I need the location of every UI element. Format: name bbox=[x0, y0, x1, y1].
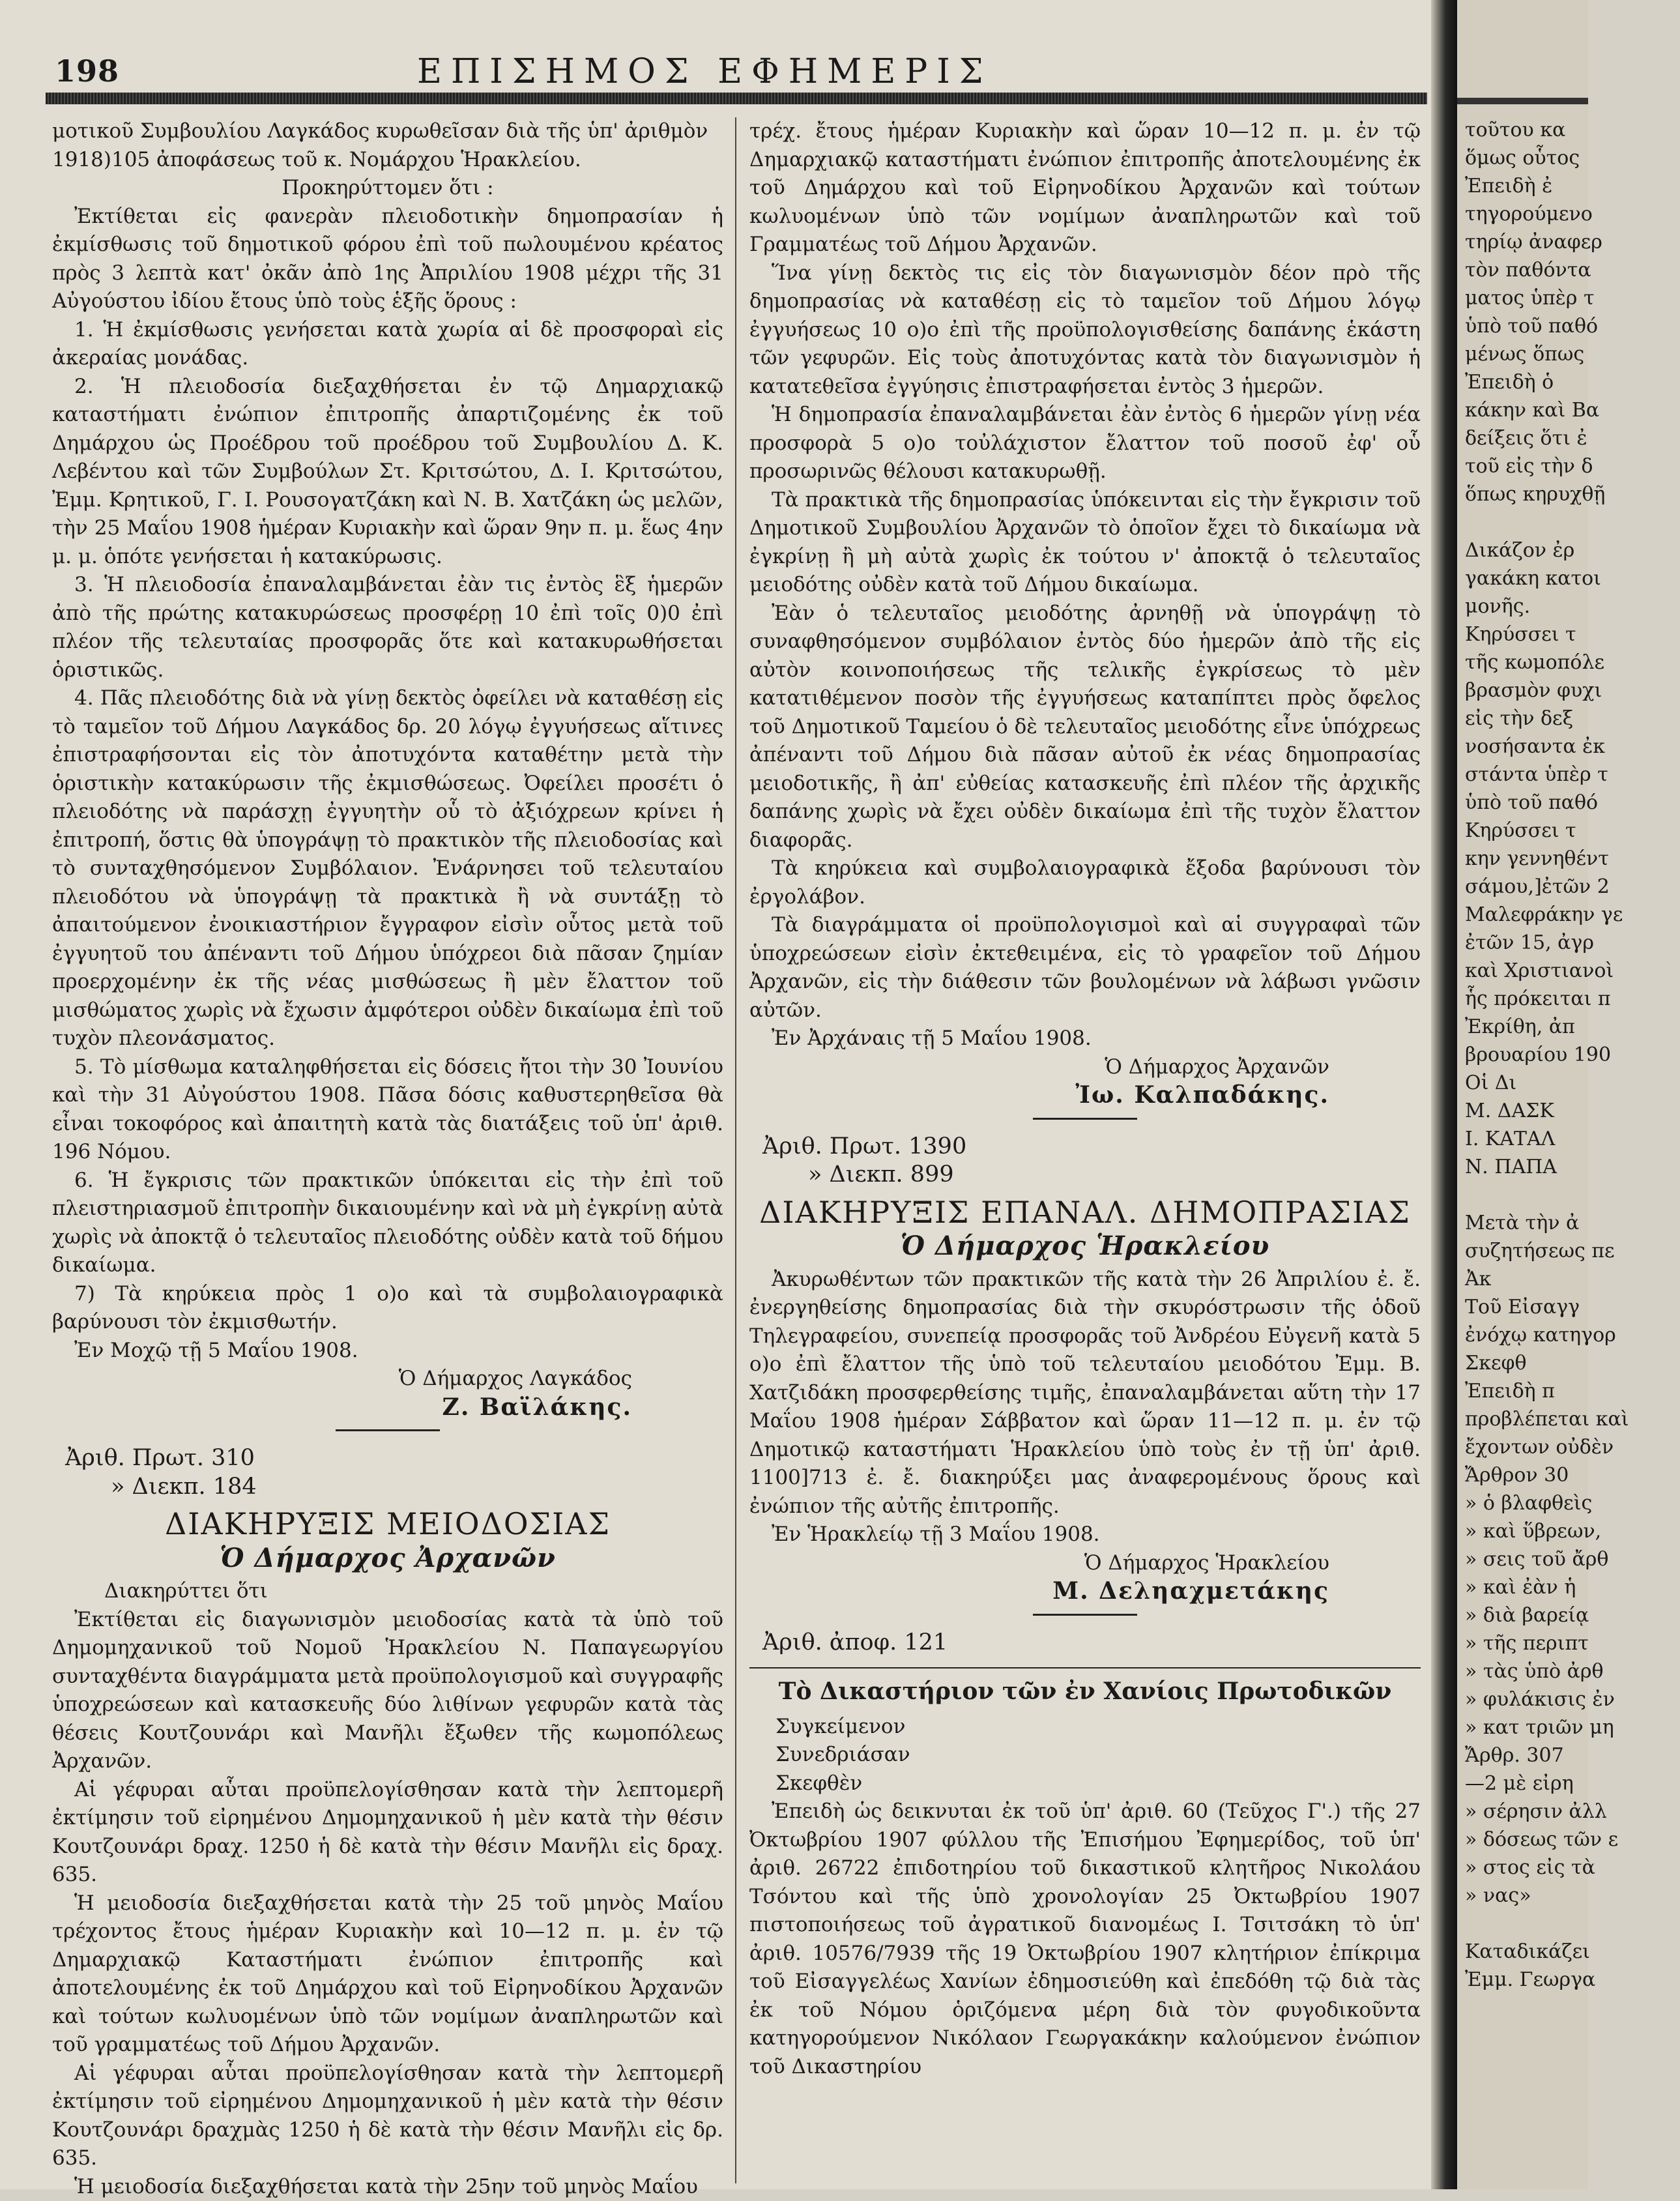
paragraph: τρέχ. ἔτους ἡμέραν Κυριακὴν καὶ ὥραν 10—12 π. μ. ἐν τῷ Δημαρχιακῷ καταστήματι ἐνώπιον ἐπιτροπῆς ἀποτελουμένης ἐκ τοῦ Δημάρχου καὶ τοῦ Εἰρηνοδίκου Ἀρχανῶν καὶ τούτων κωλυομένων ὑπὸ τῶν νομίμων ἀναπληρωτῶν καὶ τοῦ Γραμματέως τοῦ Δήμου Ἀρχανῶν. bbox=[749, 117, 1421, 259]
fragment-line: ὅμως οὗτος bbox=[1465, 144, 1680, 172]
fragment-line: γακάκη κατοι bbox=[1465, 564, 1680, 592]
paragraph: Ἡ μειοδοσία διεξαχθήσεται κατὰ τὴν 25 τοῦ μηνὸς Μαΐου τρέχοντος ἔτους ἡμέραν Κυριακὴν καὶ 10—12 π. μ. ἐν τῷ Δημαρχιακῷ Καταστήματι ἐνώπιον ἐπιτροπῆς καὶ ἀποτελουμένης ἐκ τοῦ Δημάρχου καὶ τοῦ Εἰρηνοδίκου Ἀρχανῶν καὶ τούτων κωλυομένων ὑπὸ τῶν νομίμων ἀναπληρωτῶν καὶ τοῦ γραμματέως τοῦ Δήμου Ἀρχανῶν. bbox=[52, 1889, 723, 2060]
column-divider bbox=[735, 117, 736, 2183]
fragment-line: » δόσεως τῶν ε bbox=[1465, 1826, 1680, 1854]
fragment-line: δείξεις ὅτι ἐ bbox=[1465, 424, 1680, 452]
fragment-line: νοσήσαντα ἐκ bbox=[1465, 733, 1680, 761]
fragment-line: στάντα ὑπὲρ τ bbox=[1465, 761, 1680, 789]
fragment-line: » τῆς περιπτ bbox=[1465, 1629, 1680, 1657]
fragment-line: σάμου,]ἐτῶν 2 bbox=[1465, 873, 1680, 901]
paragraph: Ἐπειδὴ ὡς δεικνυται ἐκ τοῦ ὑπ' ἀριθ. 60 (Τεῦχος Γ'.) τῆς 27 Ὀκτωβρίου 1907 φύλλου τῆς Ἐπισήμου Ἐφημερίδος, τοῦ ὑπ' ἀριθ. 26722 ἐπιδοτηρίου τοῦ δικαστικοῦ κλητῆρος Νικολάου Τσόντου καὶ τῆς ὑπὸ χρονολογίαν 25 Ὀκτωβρίου 1907 πιστοποιήσεως τοῦ ἀγρατικοῦ διανομέως Ι. Τσιτσάκη τὸ ὑπ' ἀριθ. 10576/7939 τῆς 19 Ὀκτωβρίου 1907 κλητήριον ἐπίκριμα τοῦ Εἰσαγγελέως Χανίων ἐδημοσιεύθη καὶ ἐπεδόθη τῷ διὰ τὰς ἐκ τοῦ Νόμου ὁριζόμενα μέρη διὰ τὸν φυγοδικοῦντα κατηγορούμενον Νικόλαον Γεωργακάκην καλούμενον ἐνώπιον τοῦ Δικαστηρίου bbox=[749, 1798, 1421, 2081]
court-line: Σκεφθὲν bbox=[749, 1770, 1421, 1798]
fragment-line bbox=[1465, 1181, 1680, 1209]
paragraph: Ἀκυρωθέντων τῶν πρακτικῶν τῆς κατὰ τὴν 26 Ἀπριλίου ἐ. ἔ. ἐνεργηθείσης δημοπρασίας διὰ τὴν σκυρόστρωσιν τῆς ὁδοῦ Τηλεγραφείου, συνεπείᾳ προσφορᾶς τοῦ Ἀνδρέου Εὐγενῆ κατὰ 5 ο)ο ἐπὶ ἔλαττον τῆς ὑπὸ τοῦ τελευταίου μειοδότου Ἐμμ. Β. Χατζιδάκη προσφερθείσης τιμῆς, ἐπαναλαμβάνεται αὕτη τὴν 17 Μαΐου 1908 ἡμέραν Σάββατον καὶ ὥραν 11—12 π. μ. ἐν τῷ Δημοτικῷ καταστήματι Ἡρακλείου ὑπὸ τοὺς ἐν τῇ ὑπ' ἀριθ. 1100]713 ἐ. ἔ. διακηρύξει μας ἀναφερομένους ὅρους καὶ ἐνώπιον τῆς αὐτῆς ἐπιτροπῆς. bbox=[749, 1266, 1421, 1521]
place-date: Ἐν Ἡρακλείῳ τῇ 3 Μαΐου 1908. bbox=[749, 1521, 1421, 1549]
paragraph: Ἐκτίθεται εἰς διαγωνισμὸν μειοδοσίας κατὰ τὰ ὑπὸ τοῦ Δημομηχανικοῦ τοῦ Νομοῦ Ἡρακλείου Ν. Παπαγεωργίου συνταχθέντα διαγράμματα μετὰ προϋπολογισμοῦ καὶ συγγραφῆς ὑποχρεώσεων καὶ κατασκευῆς δύο λιθίνων γεφυρῶν κατὰ τὰς θέσεις Κουτζουνάρι καὶ Μανῆλι ἔξωθεν τῆς κωμοπόλεως Ἀρχανῶν. bbox=[52, 1606, 723, 1776]
fragment-line: ἐτῶν 15, ἀγρ bbox=[1465, 929, 1680, 957]
fragment-line: Μ. ΔΑΣΚ bbox=[1465, 1097, 1680, 1125]
fragment-line: τῆς κωμοπόλε bbox=[1465, 649, 1680, 677]
court-line: Συγκείμενον bbox=[749, 1713, 1421, 1742]
paragraph: μοτικοῦ Συμβουλίου Λαγκάδος κυρωθεῖσαν διὰ τῆς ὑπ' ἀριθμὸν bbox=[52, 117, 723, 146]
paragraph: 3. Ἡ πλειοδοσία ἐπαναλαμβάνεται ἐὰν τις ἐντὸς ἓξ ἡμερῶν ἀπὸ τῆς πρώτης κατακυρώσεως προσφέρῃ 10 ἐπὶ τοῖς 0)0 ἐπὶ πλέον τῆς τελευταίας προσφορᾶς ὅτε καὶ κατακυρωθήσεται ὁριστικῶς. bbox=[52, 571, 723, 684]
court-line: Συνεδριάσαν bbox=[749, 1741, 1421, 1770]
fragment-line: Ν. ΠΑΠΑ bbox=[1465, 1153, 1680, 1181]
fragment-line: Ἐπειδὴ ἐ bbox=[1465, 172, 1680, 200]
fragment-line: προβλέπεται καὶ bbox=[1465, 1405, 1680, 1433]
separator bbox=[1033, 1614, 1137, 1616]
paragraph: Ἐκτίθεται εἰς φανερὰν πλειοδοτικὴν δημοπρασίαν ἡ ἐκμίσθωσις τοῦ δημοτικοῦ φόρου ἐπὶ τοῦ πωλουμένου κρέατος πρὸς 3 λεπτὰ κατ' ὀκᾶν ἀπὸ 1ης Ἀπριλίου 1908 μέχρι τῆς 31 Αὐγούστου ἰδίου ἔτους ὑπὸ τοὺς ἑξῆς ὅρους : bbox=[52, 203, 723, 316]
fragment-line: τοῦ εἰς τὴν δ bbox=[1465, 452, 1680, 480]
paragraph: Προκηρύττομεν ὅτι : bbox=[52, 174, 723, 203]
fragment-line: βρουαρίου 190 bbox=[1465, 1041, 1680, 1069]
place-date: Ἐν Ἀρχάναις τῇ 5 Μαΐου 1908. bbox=[749, 1025, 1421, 1053]
paragraph: 1. Ἡ ἐκμίσθωσις γενήσεται κατὰ χωρία αἱ δὲ προσφοραὶ εἰς ἀκεραίας μονάδας. bbox=[52, 316, 723, 373]
fragment-line: Ἐμμ. Γεωργα bbox=[1465, 1966, 1680, 1994]
paragraph: 1918)105 ἀποφάσεως τοῦ κ. Νομάρχου Ἡρακλείου. bbox=[52, 146, 723, 175]
paragraph: Αἱ γέφυραι αὗται προϋπελογίσθησαν κατὰ τὴν λεπτομερῆ ἐκτίμησιν τοῦ εἰρημένου Δημομηχανικοῦ ἡ μὲν κατὰ τὴν θέσιν Κουτζουνάρι δραχ. 1250 ἡ δὲ κατὰ τὴν θέσιν Μανῆλι εἰς δραχ. 635. bbox=[52, 1776, 723, 1889]
paragraph: Ἡ μειοδοσία διεξαχθήσεται κατὰ τὴν 25ην τοῦ μηνὸς Μαΐου bbox=[52, 2173, 723, 2201]
fragment-line: » φυλάκισις ἐν bbox=[1465, 1685, 1680, 1713]
fragment-line: Ἐκρίθη, ἀπ bbox=[1465, 1013, 1680, 1041]
separator bbox=[336, 1429, 440, 1431]
notice-subtitle: Ὁ Δήμαρχος Ἡρακλείου bbox=[749, 1232, 1421, 1261]
fragment-line: » στος εἰς τὰ bbox=[1465, 1854, 1680, 1882]
fragment-line: » νας» bbox=[1465, 1882, 1680, 1910]
paragraph: Αἱ γέφυραι αὗται προϋπελογίσθησαν κατὰ τὴν λεπτομερῆ ἐκτίμησιν τοῦ εἰρημένου Δημομηχανικοῦ ἡ μὲν κατὰ τὴν θέσιν Κουτζουνάρι δραχμὰς 1250 ἡ δὲ κατὰ τὴν θέσιν Μανῆλι εἰς δρ. 635. bbox=[52, 2060, 723, 2173]
signature-name: Ἰω. Καλπαδάκης. bbox=[749, 1081, 1421, 1110]
fragment-line: τηρίῳ ἀναφερ bbox=[1465, 228, 1680, 256]
fragment-line: » σέρησιν ἀλλ bbox=[1465, 1798, 1680, 1826]
fragment-line: » καὶ ἐὰν ἡ bbox=[1465, 1573, 1680, 1601]
fragment-line: Καταδικάζει bbox=[1465, 1938, 1680, 1966]
fragment-line: ὑπὸ τοῦ παθό bbox=[1465, 312, 1680, 340]
fragment-line: τοῦτου κα bbox=[1465, 116, 1680, 144]
signature-title: Ὁ Δήμαρχος Λαγκάδος bbox=[52, 1365, 723, 1393]
fragment-line: —2 μὲ εἰρη bbox=[1465, 1770, 1680, 1798]
fragment-line: μένως ὅπως bbox=[1465, 340, 1680, 368]
fragment-line bbox=[1465, 508, 1680, 536]
fragment-line: Τοῦ Εἰσαγγ bbox=[1465, 1293, 1680, 1321]
notice-title: ΔΙΑΚΗΡΥΞΙΣ ΕΠΑΝΑΛ. ΔΗΜΟΠΡΑΣΙΑΣ bbox=[749, 1199, 1421, 1227]
fragment-line: Οἱ Δι bbox=[1465, 1069, 1680, 1097]
protocol-number: Ἀριθ. Πρωτ. 310 bbox=[52, 1444, 723, 1473]
paragraph: Τὰ πρακτικὰ τῆς δημοπρασίας ὑπόκεινται εἰς τὴν ἔγκρισιν τοῦ Δημοτικοῦ Συμβουλίου Ἀρχανῶν τὸ ὁποῖον ἔχει τὸ δικαίωμα νὰ ἐγκρίνῃ ἢ μὴ αὐτὰ χωρὶς ἐκ τούτου ν' ἀποκτᾷ ὁ τελευταῖος μειοδότης οὐδὲν κατὰ τοῦ Δήμου δικαίωμα. bbox=[749, 486, 1421, 600]
fragment-line: » ὁ βλαφθεὶς bbox=[1465, 1489, 1680, 1517]
next-page-lines bbox=[1465, 116, 1680, 1994]
fragment-line: Ἀκ bbox=[1465, 1265, 1680, 1293]
fragment-line: κην γεννηθέντ bbox=[1465, 845, 1680, 873]
fragment-line: ματος ὑπὲρ τ bbox=[1465, 284, 1680, 312]
fragment-line: ὑπὸ τοῦ παθό bbox=[1465, 789, 1680, 817]
fragment-line: » κατ τριῶν μη bbox=[1465, 1713, 1680, 1742]
fragment-line: ἧς πρόκειται π bbox=[1465, 985, 1680, 1013]
place-date: Ἐν Μοχῷ τῇ 5 Μαΐου 1908. bbox=[52, 1337, 723, 1365]
fragment-line: » σεις τοῦ ἄρθ bbox=[1465, 1545, 1680, 1573]
fragment-line: Σκεφθ bbox=[1465, 1349, 1680, 1377]
court-title: Τὸ Δικαστήριον τῶν ἐν Χανίοις Πρωτοδικῶν bbox=[749, 1667, 1421, 1706]
dispatch-number: » Διεκπ. 184 bbox=[52, 1473, 723, 1502]
paragraph: 5. Τὸ μίσθωμα καταληφθήσεται εἰς δόσεις ἤτοι τὴν 30 Ἰουνίου καὶ τὴν 31 Αὐγούστου 1908. Πᾶσα δόσις καθυστερηθεῖσα θὰ εἶναι τοκοφόρος καὶ ἀπαιτητὴ κατὰ τὰς διατάξεις τοῦ ὑπ' ἀριθ. 196 Νόμου. bbox=[52, 1053, 723, 1167]
fragment-line bbox=[1465, 1910, 1680, 1938]
middle-column bbox=[749, 117, 1421, 2081]
page-gutter bbox=[1431, 0, 1457, 2189]
fragment-line: Μαλεφράκην γε bbox=[1465, 901, 1680, 929]
next-page-rule bbox=[1457, 98, 1588, 104]
dispatch-number: » Διεκπ. 899 bbox=[749, 1161, 1421, 1189]
fragment-line: » καὶ ὕβρεων, bbox=[1465, 1517, 1680, 1545]
signature-name: Ζ. Βαϊλάκης. bbox=[52, 1393, 723, 1422]
fragment-line: Ἄρθρ. 307 bbox=[1465, 1742, 1680, 1770]
signature-title: Ὁ Δήμαρχος Ἀρχανῶν bbox=[749, 1053, 1421, 1082]
paragraph: 7) Τὰ κηρύκεια πρὸς 1 ο)ο καὶ τὰ συμβολαιογραφικὰ βαρύνουσι τὸν ἐκμισθωτήν. bbox=[52, 1280, 723, 1337]
paragraph: 2. Ἡ πλειοδοσία διεξαχθήσεται ἐν τῷ Δημαρχιακῷ καταστήματι ἐνώπιον ἐπιτροπῆς ἀπαρτιζομένης ἐκ τοῦ Δημάρχου ὡς Προέδρου τοῦ προέδρου τοῦ Συμβουλίου Δ. Κ. Λεβέντου καὶ τῶν Συμβούλων Στ. Κριτσώτου, Δ. Ι. Κριτσώτου, Ἐμμ. Κρητικοῦ, Γ. Ι. Ρουσογατζάκη καὶ Ν. Β. Χατζάκη ὡς μελῶν, τὴν 25 Μαΐου 1908 ἡμέραν Κυριακὴν καὶ ὥραν 9ην π. μ. ἕως 4ην μ. μ. ὁπότε γενήσεται ἡ κατακύρωσις. bbox=[52, 373, 723, 572]
fragment-line: Ι. ΚΑΤΑΛ bbox=[1465, 1125, 1680, 1153]
fragment-line: Μετὰ τὴν ἀ bbox=[1465, 1209, 1680, 1237]
fragment-line: τηγορούμενο bbox=[1465, 200, 1680, 228]
fragment-line: βρασμὸν φυχι bbox=[1465, 677, 1680, 705]
fragment-line: » διὰ βαρείᾳ bbox=[1465, 1601, 1680, 1629]
header-rule bbox=[46, 93, 1427, 104]
fragment-line: Ἐπειδὴ ὁ bbox=[1465, 368, 1680, 396]
paragraph: Τὰ διαγράμματα οἱ προϋπολογισμοὶ καὶ αἱ συγγραφαὶ τῶν ὑποχρεώσεων εἰσὶν ἐκτεθειμένα, εἰς τὸ γραφεῖον τοῦ Δήμου Ἀρχανῶν, εἰς τὴν διάθεσιν τῶν βουλομένων νὰ λάβωσι γνῶσιν αὐτῶν. bbox=[749, 911, 1421, 1025]
left-column bbox=[52, 117, 723, 2201]
fragment-line: Ἐπειδὴ π bbox=[1465, 1377, 1680, 1405]
fragment-line: καὶ Χριστιανοὶ bbox=[1465, 957, 1680, 985]
fragment-line: Κηρύσσει τ bbox=[1465, 620, 1680, 649]
page-number: 198 bbox=[55, 53, 119, 89]
notice-title: ΔΙΑΚΗΡΥΞΙΣ ΜΕΙΟΔΟΣΙΑΣ bbox=[52, 1510, 723, 1539]
paragraph: Ἵνα γίνῃ δεκτὸς τις εἰς τὸν διαγωνισμὸν δέον πρὸ τῆς δημοπρασίας νὰ καταθέσῃ εἰς τὸ ταμεῖον τοῦ Δήμου λόγῳ ἐγγυήσεως 10 ο)ο ἐπὶ τῆς προϋπολογισθείσης δαπάνης ἑκάστη τῶν γεφυρῶν. Εἰς τοὺς ἀποτυχόντας κατὰ τὸν διαγωνισμὸν ἡ κατατεθεῖσα ἐγγύησις ἐπιστραφήσεται ἐντὸς 3 ἡμερῶν. bbox=[749, 259, 1421, 401]
signature-name: Μ. Δεληαχμετάκης bbox=[749, 1577, 1421, 1606]
fragment-line: εἰς τὴν δεξ bbox=[1465, 705, 1680, 733]
fragment-line: ἔχοντων οὐδὲν bbox=[1465, 1433, 1680, 1461]
notice-subtitle: Ὁ Δήμαρχος Ἀρχανῶν bbox=[52, 1544, 723, 1573]
fragment-line: Κηρύσσει τ bbox=[1465, 817, 1680, 845]
fragment-line: ὅπως κηρυχθῇ bbox=[1465, 480, 1680, 508]
fragment-line: μονῆς. bbox=[1465, 592, 1680, 620]
fragment-line: » τὰς ὑπὸ ἀρθ bbox=[1465, 1657, 1680, 1685]
signature-title: Ὁ Δήμαρχος Ἡρακλείου bbox=[749, 1549, 1421, 1578]
fragment-line: τὸν παθόντα bbox=[1465, 256, 1680, 284]
paragraph: Ἡ δημοπρασία ἐπαναλαμβάνεται ἐὰν ἐντὸς 6 ἡμερῶν γίνῃ νέα προσφορὰ 5 ο)ο τοὐλάχιστον ἔλαττον τοῦ ποσοῦ ἐφ' οὗ προσωρινῶς θέλουσι κατακυρωθῇ. bbox=[749, 401, 1421, 486]
running-head: ΕΠΙΣΗΜΟΣ ΕΦΗΜΕΡΙΣ bbox=[417, 52, 992, 91]
fragment-line: ἐνόχῳ κατηγορ bbox=[1465, 1321, 1680, 1349]
fragment-line: συζητήσεως πε bbox=[1465, 1237, 1680, 1265]
decision-number: Ἀριθ. ἀποφ. 121 bbox=[749, 1629, 1421, 1657]
fragment-line: Δικάζον ἐρ bbox=[1465, 536, 1680, 564]
paragraph: 6. Ἡ ἔγκρισις τῶν πρακτικῶν ὑπόκειται εἰς τὴν ἐπὶ τοῦ πλειστηριασμοῦ ἐπιτροπὴν δικαιουμένην καὶ νὰ μὴ ἐγκρίνῃ αὐτὰ χωρὶς νὰ ἀποκτᾷ ὁ τελευταῖος πλειοδότης οὐδὲν κατὰ τοῦ δήμου δικαίωμα. bbox=[52, 1167, 723, 1280]
fragment-line: Ἄρθρον 30 bbox=[1465, 1461, 1680, 1489]
paragraph: Ἐὰν ὁ τελευταῖος μειοδότης ἀρνηθῇ νὰ ὑπογράψῃ τὸ συναφθησόμενον συμβόλαιον ἐντὸς δύο ἡμερῶν ἀπὸ τῆς εἰς αὐτὸν κοινοποιήσεως τῆς τελικῆς ἐγκρίσεως τὸ μὲν κατατιθέμενον ποσὸν τῆς ἐγγυήσεως καταπίπτει πρὸς ὄφελος τοῦ Δημοτικοῦ Ταμείου ὁ δὲ τελευταῖος μειοδότης εἶνε ὑπόχρεως ἀπέναντι τοῦ Δήμου διὰ πᾶσαν αὐτοῦ ἐκ νέας δημοπρασίας μειοδοτικῆς, ἢ ἀπ' εὐθείας κατασκευῆς ἐπὶ πλέον τῆς ἀρχικῆς δαπάνης χωρὶς νὰ ἔχει οὐδὲν δικαίωμα ἐπὶ τῆς τυχὸν ἔλαττον διαφορᾶς. bbox=[749, 600, 1421, 855]
fragment-line: κάκην καὶ Βα bbox=[1465, 396, 1680, 424]
declares-line: Διακηρύττει ὅτι bbox=[52, 1577, 723, 1606]
paragraph: Τὰ κηρύκεια καὶ συμβολαιογραφικὰ ἔξοδα βαρύνουσι τὸν ἐργολάβον. bbox=[749, 854, 1421, 911]
protocol-number: Ἀριθ. Πρωτ. 1390 bbox=[749, 1133, 1421, 1161]
paragraph: 4. Πᾶς πλειοδότης διὰ νὰ γίνῃ δεκτὸς ὀφείλει νὰ καταθέσῃ εἰς τὸ ταμεῖον τοῦ Δήμου Λαγκάδος δρ. 20 λόγῳ ἐγγυήσεως αἵτινες ἐπιστραφήσονται εἰς τὸν ἀποτυχόντα καταθέτην μετὰ τὴν ὁριστικὴν κατακύρωσιν τῆς ἐκμισθώσεως. Ὀφείλει προσέτι ὁ πλειοδότης νὰ παράσχῃ ἐγγυητὴν οὗ τὸ ἀξιόχρεων κρίνει ἡ ἐπιτροπή, ὅστις θὰ ὑπογράψῃ τὸ πρακτικὸν τῆς πλειοδοσίας καὶ τὸ συνταχθησόμενον Συμβόλαιον. Ἐνάρνησει τοῦ τελευταίου πλειοδότου νὰ ὑπογράψῃ τὰ πρακτικὰ ἢ νὰ συντάξῃ τὸ ἀπαιτούμενον ἐνοικιαστήριον ἔγγραφον εἰσὶν οὗτος μετὰ τοῦ ἐγγυητοῦ του ἀπέναντι τοῦ Δήμου ὑπόχρεοι διὰ πᾶσαν ζημίαν προερχομένην ἐκ τῆς νέας μισθώσεως ἢ μὲν ἔλαττον τοῦ μισθώματος χωρὶς νὰ ἔχωσιν ἀμφότεροι οὐδὲν δικαίωμα ἐπὶ τοῦ τυχὸν πλεονάσματος. bbox=[52, 684, 723, 1053]
next-page-fragment bbox=[1457, 0, 1588, 2189]
separator bbox=[1033, 1118, 1137, 1120]
